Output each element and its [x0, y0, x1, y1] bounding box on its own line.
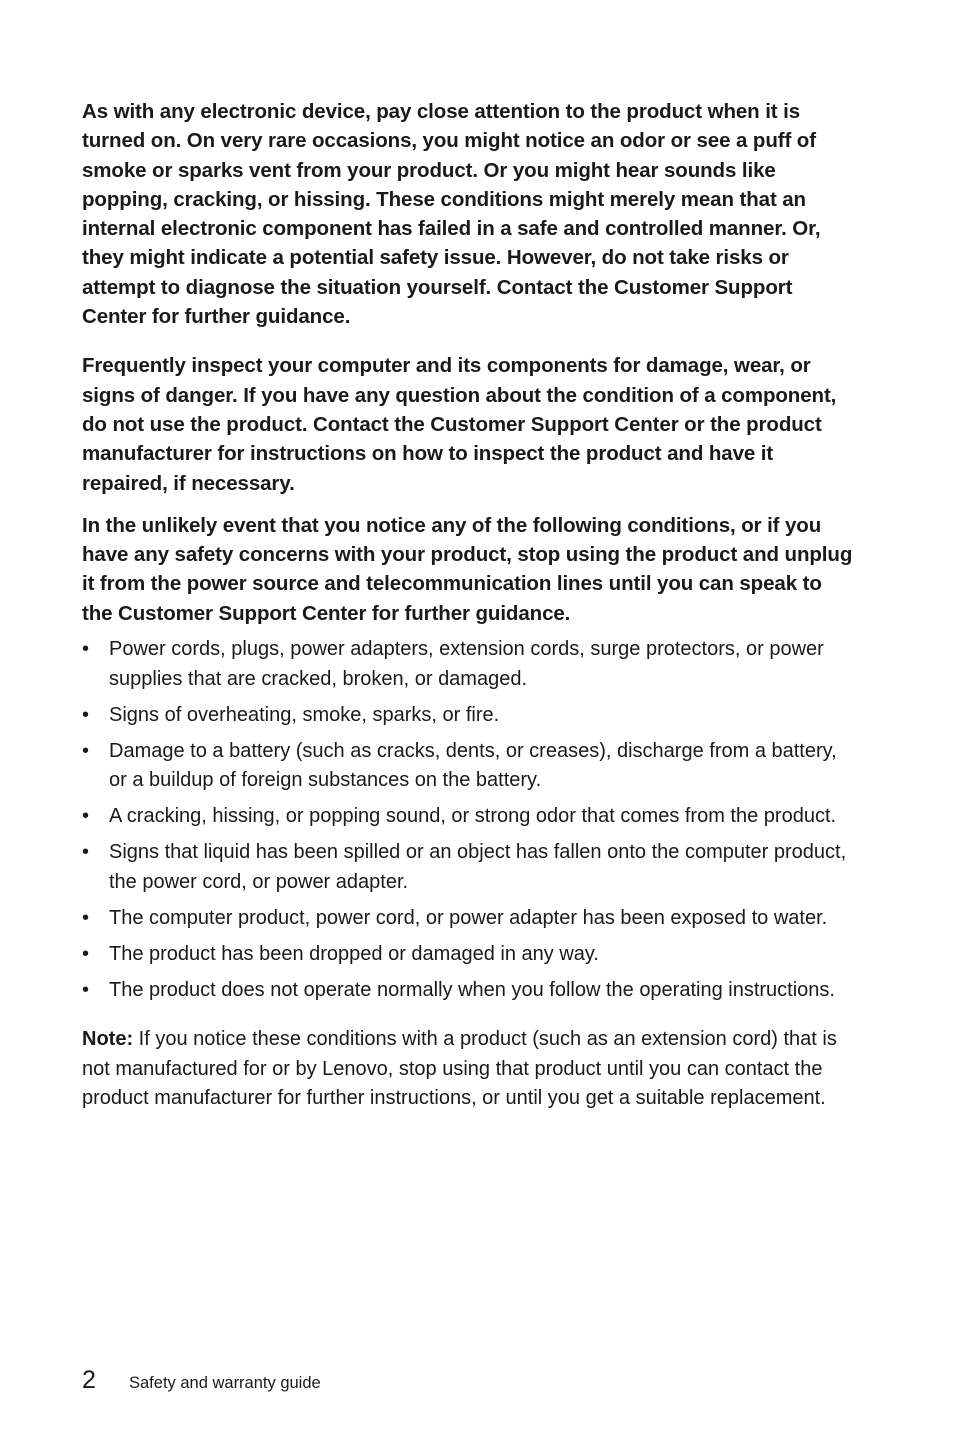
document-body [82, 97, 854, 1114]
guide-title: Safety and warranty guide [129, 1374, 321, 1392]
bullet-icon: • [82, 841, 90, 864]
note-label: Note: [82, 1028, 134, 1051]
conditions-list [82, 635, 854, 1005]
paragraph-inspect-computer: Frequently inspect your computer and its components for damage, wear, or signs of danger. If you have any question about the condition of a component, do not use the product. Contact the Customer Support Center or the product manufacturer for instructions on how to inspect the product and have it repaired, if necessary. [82, 354, 837, 495]
list-item: • The product does not operate normally when you follow the operating instructions. [82, 976, 854, 1006]
bullet-icon: • [82, 805, 90, 828]
list-item: • A cracking, hissing, or popping sound, or strong odor that comes from the product. [82, 802, 854, 832]
paragraph-electronic-device-caution: As with any electronic device, pay close attention to the product when it is turned on. On very rare occasions, you might notice an odor or see a puff of smoke or sparks vent from your product. Or you might hear sounds like popping, cracking, or hissing. These conditions might merely mean that an internal electronic component has failed in a safe and controlled manner. Or, they might indicate a potential safety issue. However, do not take risks or attempt to diagnose the situation yourself. Contact the Customer Support Center for further guidance. [82, 100, 821, 329]
bullet-icon: • [82, 703, 90, 726]
bullet-icon: • [82, 739, 90, 762]
page-number: 2 [82, 1366, 96, 1394]
page-footer [82, 1365, 321, 1398]
bullet-icon: • [82, 638, 90, 661]
bullet-icon: • [82, 906, 90, 929]
list-item: • Signs of overheating, smoke, sparks, or fire. [82, 701, 854, 731]
note-text: If you notice these conditions with a product (such as an extension cord) that is not manufactured for or by Lenovo, stop using that product until you can contact the product manufacturer for further instructions, or until you get a suitable replacement. [82, 1028, 837, 1110]
note-paragraph [82, 1025, 854, 1114]
paragraph-unlikely-event: In the unlikely event that you notice any of the following conditions, or if you have any safety concerns with your product, stop using the product and unplug it from the power source and telecommunication lines until you can speak to the Customer Support Center for further guidance. [82, 513, 853, 625]
list-item: • Damage to a battery (such as cracks, dents, or creases), discharge from a battery, or a buildup of foreign substances on the battery. [82, 737, 854, 796]
list-item: • The computer product, power cord, or power adapter has been exposed to water. [82, 904, 854, 934]
list-item: • Power cords, plugs, power adapters, extension cords, surge protectors, or power supplies that are cracked, broken, or damaged. [82, 635, 854, 694]
list-item: • Signs that liquid has been spilled or an object has fallen onto the computer product, the power cord, or power adapter. [82, 838, 854, 897]
bullet-icon: • [82, 978, 90, 1001]
bullet-icon: • [82, 942, 90, 965]
list-item: • The product has been dropped or damaged in any way. [82, 940, 854, 970]
